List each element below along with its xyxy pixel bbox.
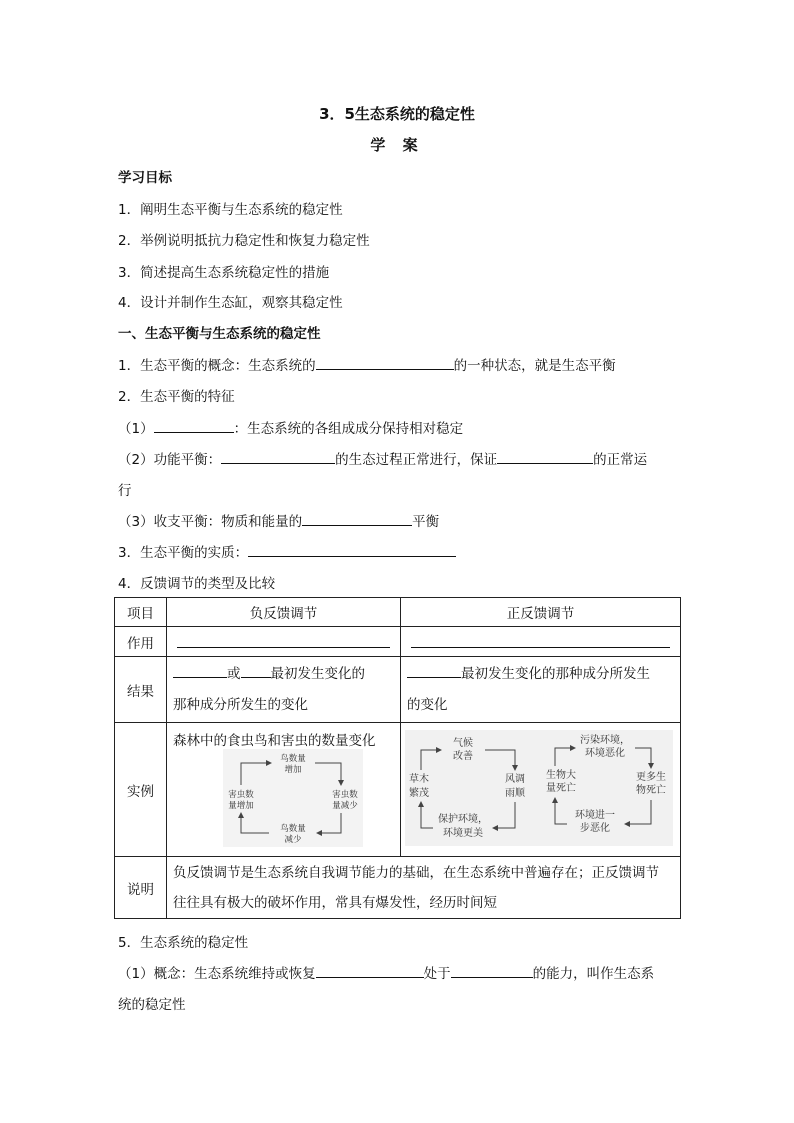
answer-blank[interactable] [407,663,461,678]
question-2-2-text-c: 的正常运 [593,452,648,468]
result-text: 最初发生变化的 [270,665,365,682]
example-caption: 森林中的食虫鸟和害虫的数量变化 [173,733,376,749]
cycle-arrow [555,748,575,766]
result-text: 最初发生变化的那种成分所发生 [461,665,650,682]
note-text: 负反馈调节是生态系统自我调节能力的基础，在生态系统中普遍存在；正反馈调节 [173,864,659,881]
feedback-comparison-table [114,597,681,919]
cycle-label: 增加 [284,765,302,775]
question-2-2-wrap: 行 [118,483,132,499]
row-label: 作用 [115,627,167,657]
row-label: 说明 [115,857,167,919]
cycle-label: 草木 [409,773,429,785]
negative-example-cell [167,723,401,857]
question-text: 的能力，叫作生态系 [532,966,655,982]
answer-cell[interactable] [167,627,401,657]
cycle-label: 污染环境， [580,734,630,746]
answer-blank[interactable] [316,963,424,978]
answer-blank[interactable] [154,418,234,433]
question-2-3-text: 平衡 [412,514,440,530]
cycle-label: 环境恶化 [585,747,625,759]
cycle-label: 生物大 [546,769,576,781]
question-2-2 [118,448,647,468]
cycle-arrow [241,763,271,785]
cycle-label: 保护环境， [438,813,488,825]
question-2-3-label: （3）收支平衡：物质和能量的 [118,514,303,530]
cycle-label: 步恶化 [580,822,610,834]
question-3 [118,541,456,561]
question-2-2-label: （2）功能平衡： [118,452,222,468]
negative-feedback-diagram [223,749,363,847]
cycle-label: 量增加 [228,801,254,811]
cycle-label: 量减少 [332,801,358,811]
section5-question-1 [118,962,654,982]
objective-item: 1．阐明生态平衡与生态系统的稳定性 [118,202,343,218]
table-header-row [115,598,681,627]
cycle-arrow [555,798,567,824]
cycle-label: 鸟数量 [280,754,306,764]
question-1-text-a: 1．生态平衡的概念：生态系统的 [118,358,316,374]
cycle-label: 改善 [453,750,473,762]
objective-item: 3．简述提高生态系统稳定性的措施 [118,265,330,281]
negative-result-cell [167,657,401,723]
cycle-arrow [421,750,441,770]
result-text: 或 [227,665,241,682]
cycle-label: 害虫数 [332,790,358,800]
positive-result-cell [401,657,681,723]
objective-item: 4．设计并制作生态缸，观察其稳定性 [118,295,343,311]
table-row-example [115,723,681,857]
result-text: 的变化 [407,696,448,713]
cycle-arrow [421,802,433,828]
note-text: 往往具有极大的破坏作用，常具有爆发性，经历时间短 [173,894,497,911]
table-row-use [115,627,681,657]
cycle-label: 繁茂 [409,787,429,799]
answer-cell[interactable] [401,627,681,657]
question-text: （1）概念：生态系统维持或恢复 [118,966,316,982]
note-cell [167,857,681,919]
cycle-label: 气候 [453,737,473,749]
objective-item: 2．举例说明抵抗力稳定性和恢复力稳定性 [118,233,370,249]
cycle-arrow [317,813,341,833]
section5-heading: 5．生态系统的稳定性 [118,935,249,951]
answer-blank[interactable] [302,511,412,526]
cycle-arrow [485,750,515,770]
answer-blank[interactable] [451,963,533,978]
table-row-result [115,657,681,723]
question-1 [118,354,616,374]
answer-blank[interactable] [497,449,593,464]
question-1-text-b: 的一种状态，就是生态平衡 [453,358,616,374]
section1-heading: 一、生态平衡与生态系统的稳定性 [118,326,321,342]
cycle-label: 更多生 [636,771,666,783]
question-2: 2．生态平衡的特征 [118,389,235,405]
table-header-cell: 项目 [115,598,167,627]
cycle-label: 环境进一 [575,809,615,821]
cycle-label: 雨顺 [505,787,525,799]
row-label: 结果 [115,657,167,723]
row-label: 实例 [115,723,167,857]
question-4: 4．反馈调节的类型及比较 [118,576,276,592]
cycle-label: 量死亡 [546,782,576,794]
cycle-label: 减少 [284,835,302,845]
table-header-cell: 负反馈调节 [167,598,401,627]
cycle-arrow [315,763,341,785]
question-3-text: 3．生态平衡的实质： [118,545,249,561]
cycle-label: 物死亡 [636,784,666,796]
question-2-3 [118,510,439,530]
cycle-arrow [241,813,269,833]
answer-blank[interactable] [316,355,454,370]
positive-feedback-diagram [405,730,673,846]
cycle-label: 鸟数量 [280,824,306,834]
page-title: 3．5生态系统的稳定性 [319,105,475,123]
cycle-label: 风调 [505,773,525,785]
page-subtitle: 学 案 [370,136,424,154]
result-text: 那种成分所发生的变化 [173,696,308,713]
answer-line [177,635,390,648]
question-2-2-text-b: 的生态过程正常进行，保证 [335,452,498,468]
section5-question-1-wrap: 统的稳定性 [118,997,186,1013]
cycle-arrow [635,748,651,768]
question-2-1-text: ：生态系统的各组成成分保持相对稳定 [233,421,464,437]
answer-blank[interactable] [241,663,271,678]
cycle-label: 环境更美 [443,827,483,839]
table-header-cell: 正反馈调节 [401,598,681,627]
table-row-note [115,857,681,919]
positive-example-cell [401,723,681,857]
answer-blank[interactable] [248,542,456,557]
answer-blank[interactable] [173,663,227,678]
answer-line [411,635,670,648]
answer-blank[interactable] [221,449,335,464]
question-2-1 [118,417,463,437]
cycle-arrow [625,800,651,824]
objectives-heading: 学习目标 [118,170,172,186]
cycle-label: 害虫数 [228,790,254,800]
question-2-1-label: （1） [118,421,154,437]
cycle-arrow [493,802,515,828]
question-text: 处于 [423,966,451,982]
